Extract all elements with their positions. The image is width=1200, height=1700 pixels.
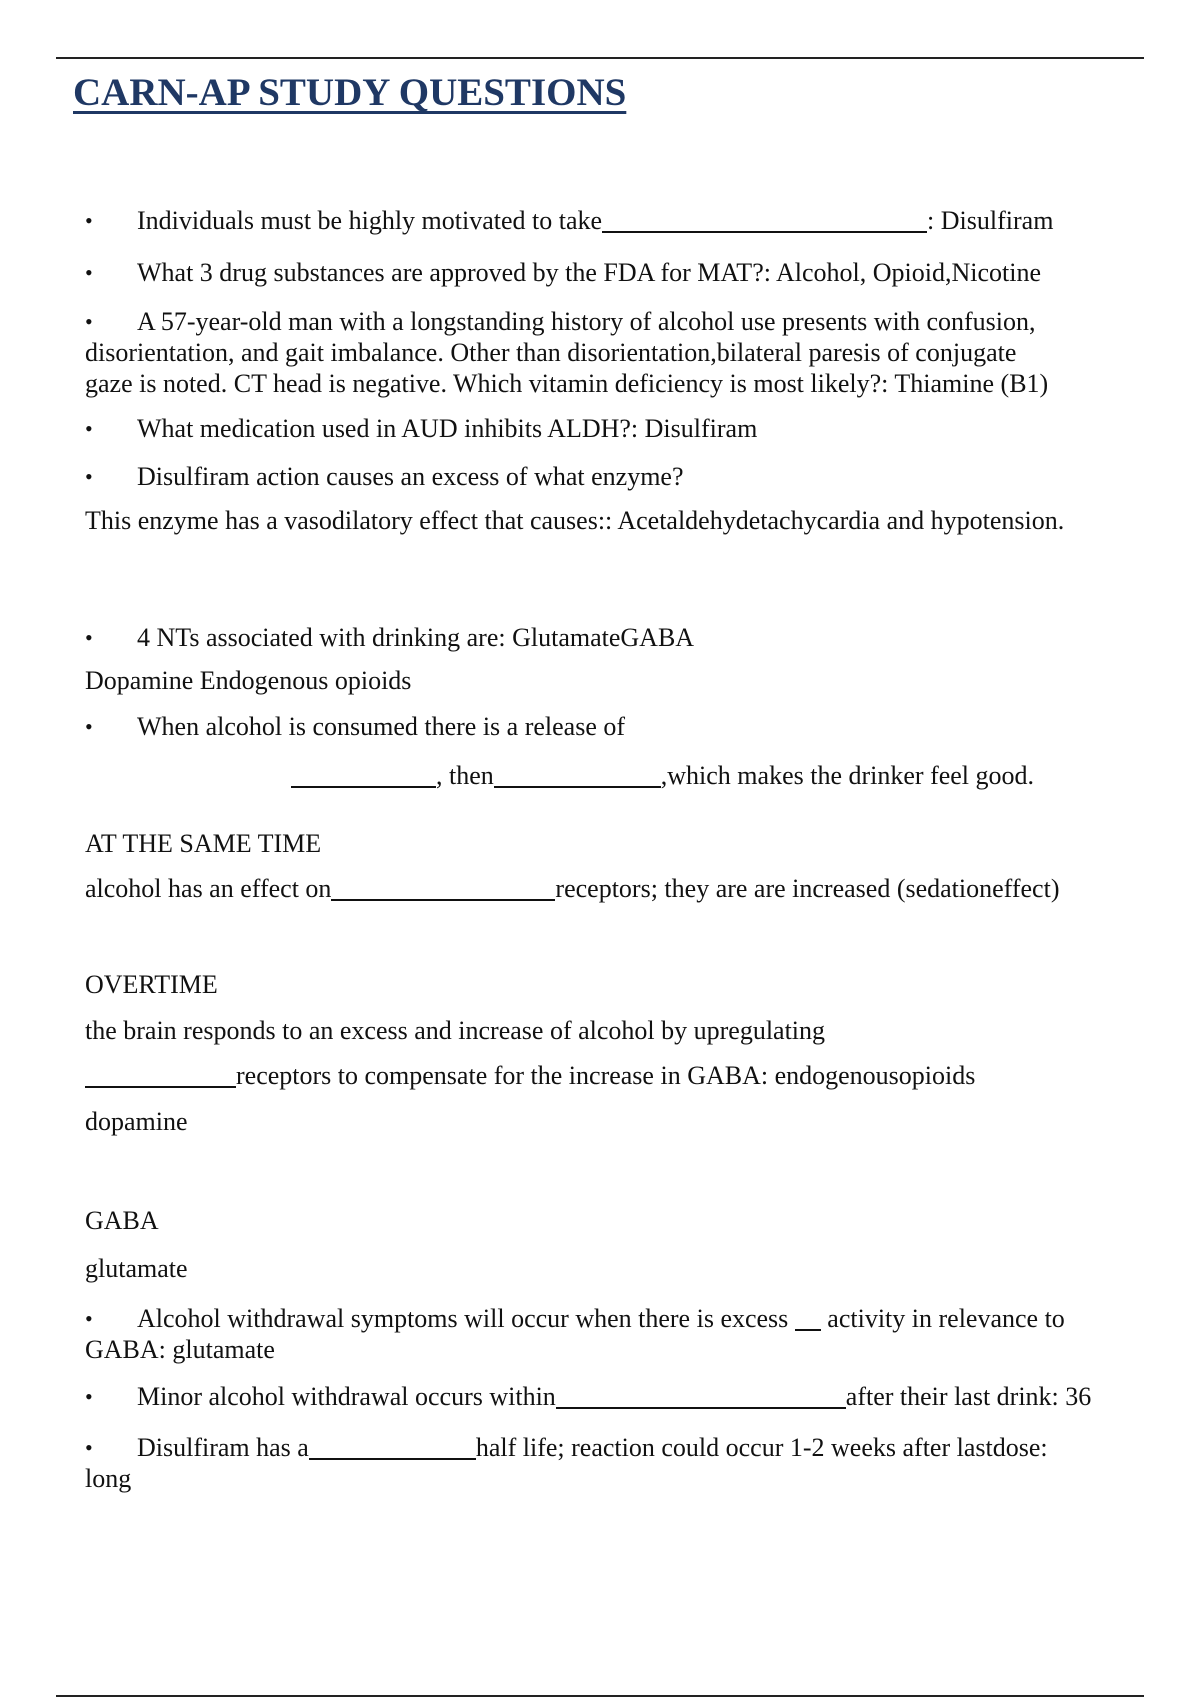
section	[85, 828, 1145, 904]
answer-text: glutamate	[85, 1254, 188, 1283]
top-rule	[56, 57, 1144, 59]
question-text: What 3 drug substances are approved by the FDA for MAT?: Alcohol, Opioid,Nicotine	[137, 258, 1042, 287]
bottom-rule	[56, 1695, 1144, 1697]
answer-blank	[331, 875, 555, 901]
question-text: This enzyme has a vasodilatory effect that causes:: Acetaldehydetachycardia and hypotension.	[85, 506, 1065, 535]
answer-text: GABA: glutamate	[85, 1335, 275, 1364]
question-text: What medication used in AUD inhibits ALDH?: Disulfiram	[137, 414, 758, 443]
question-text: receptors to compensate for the increase in GABA: endogenousopioids	[236, 1061, 976, 1090]
answer-blank	[85, 1062, 236, 1088]
answer-text: : Disulfiram	[927, 206, 1054, 235]
section-heading: OVERTIME	[85, 970, 218, 999]
bullet-icon: •	[85, 260, 93, 285]
question-text: Alcohol withdrawal symptoms will occur when there is excess	[137, 1304, 789, 1333]
answer-blank	[795, 1305, 821, 1331]
question-item	[85, 622, 1145, 696]
question-text: half life; reaction could occur 1-2 weeks after lastdose:	[475, 1433, 1048, 1462]
question-item	[85, 1381, 1145, 1412]
question-text: the brain responds to an excess and increase of alcohol by upregulating	[85, 1016, 826, 1045]
question-item	[85, 413, 1145, 444]
question-text: disorientation, and gait imbalance. Other than disorientation,bilateral paresis of conjugate	[85, 338, 1017, 367]
question-item	[85, 711, 1145, 791]
answer-text: long	[85, 1464, 132, 1493]
question-text: 4 NTs associated with drinking are: GlutamateGABA	[137, 623, 695, 652]
question-text: Disulfiram has a	[137, 1433, 309, 1462]
question-text: Dopamine Endogenous opioids	[85, 666, 412, 695]
answer-blank	[291, 762, 436, 788]
question-text: gaze is noted. CT head is negative. Which vitamin deficiency is most likely?: Thiamine (B1)	[85, 369, 1049, 398]
question-item	[85, 205, 1145, 236]
bullet-icon: •	[85, 1384, 93, 1409]
bullet-icon: •	[85, 309, 93, 334]
answer-blank	[602, 207, 927, 233]
question-text: A 57-year-old man with a longstanding history of alcohol use presents with confusion,	[137, 307, 1036, 336]
bullet-icon: •	[85, 464, 93, 489]
question-item	[85, 257, 1145, 288]
answer-text: GABA	[85, 1206, 159, 1235]
question-text: receptors; they are are increased (sedationeffect)	[555, 874, 1060, 903]
question-item	[85, 461, 1145, 536]
question-text: Individuals must be highly motivated to take	[137, 206, 603, 235]
answer-text: dopamine	[85, 1107, 188, 1136]
bullet-icon: •	[85, 714, 93, 739]
bullet-icon: •	[85, 625, 93, 650]
question-item	[85, 1303, 1145, 1365]
bullet-icon: •	[85, 416, 93, 441]
section-heading: AT THE SAME TIME	[85, 829, 322, 858]
answer-blank	[556, 1383, 846, 1409]
bullet-icon: •	[85, 208, 93, 233]
question-item	[85, 306, 1145, 399]
question-text: alcohol has an effect on	[85, 874, 332, 903]
answer-blank	[494, 762, 661, 788]
section	[85, 1205, 1145, 1284]
question-text: When alcohol is consumed there is a release of	[137, 712, 626, 741]
question-item	[85, 1432, 1145, 1494]
question-text: , then	[436, 761, 494, 790]
question-text: after their last drink: 36	[845, 1382, 1092, 1411]
answer-blank	[309, 1434, 476, 1460]
question-text: activity in relevance to	[827, 1304, 1065, 1333]
bullet-icon: •	[85, 1435, 93, 1460]
question-text: Minor alcohol withdrawal occurs within	[137, 1382, 556, 1411]
page-title: CARN-AP STUDY QUESTIONS	[73, 71, 627, 114]
question-text: ,which makes the drinker feel good.	[660, 761, 1035, 790]
question-text: Disulfiram action causes an excess of what enzyme?	[137, 462, 684, 491]
section	[85, 969, 1145, 1137]
bullet-icon: •	[85, 1306, 93, 1331]
